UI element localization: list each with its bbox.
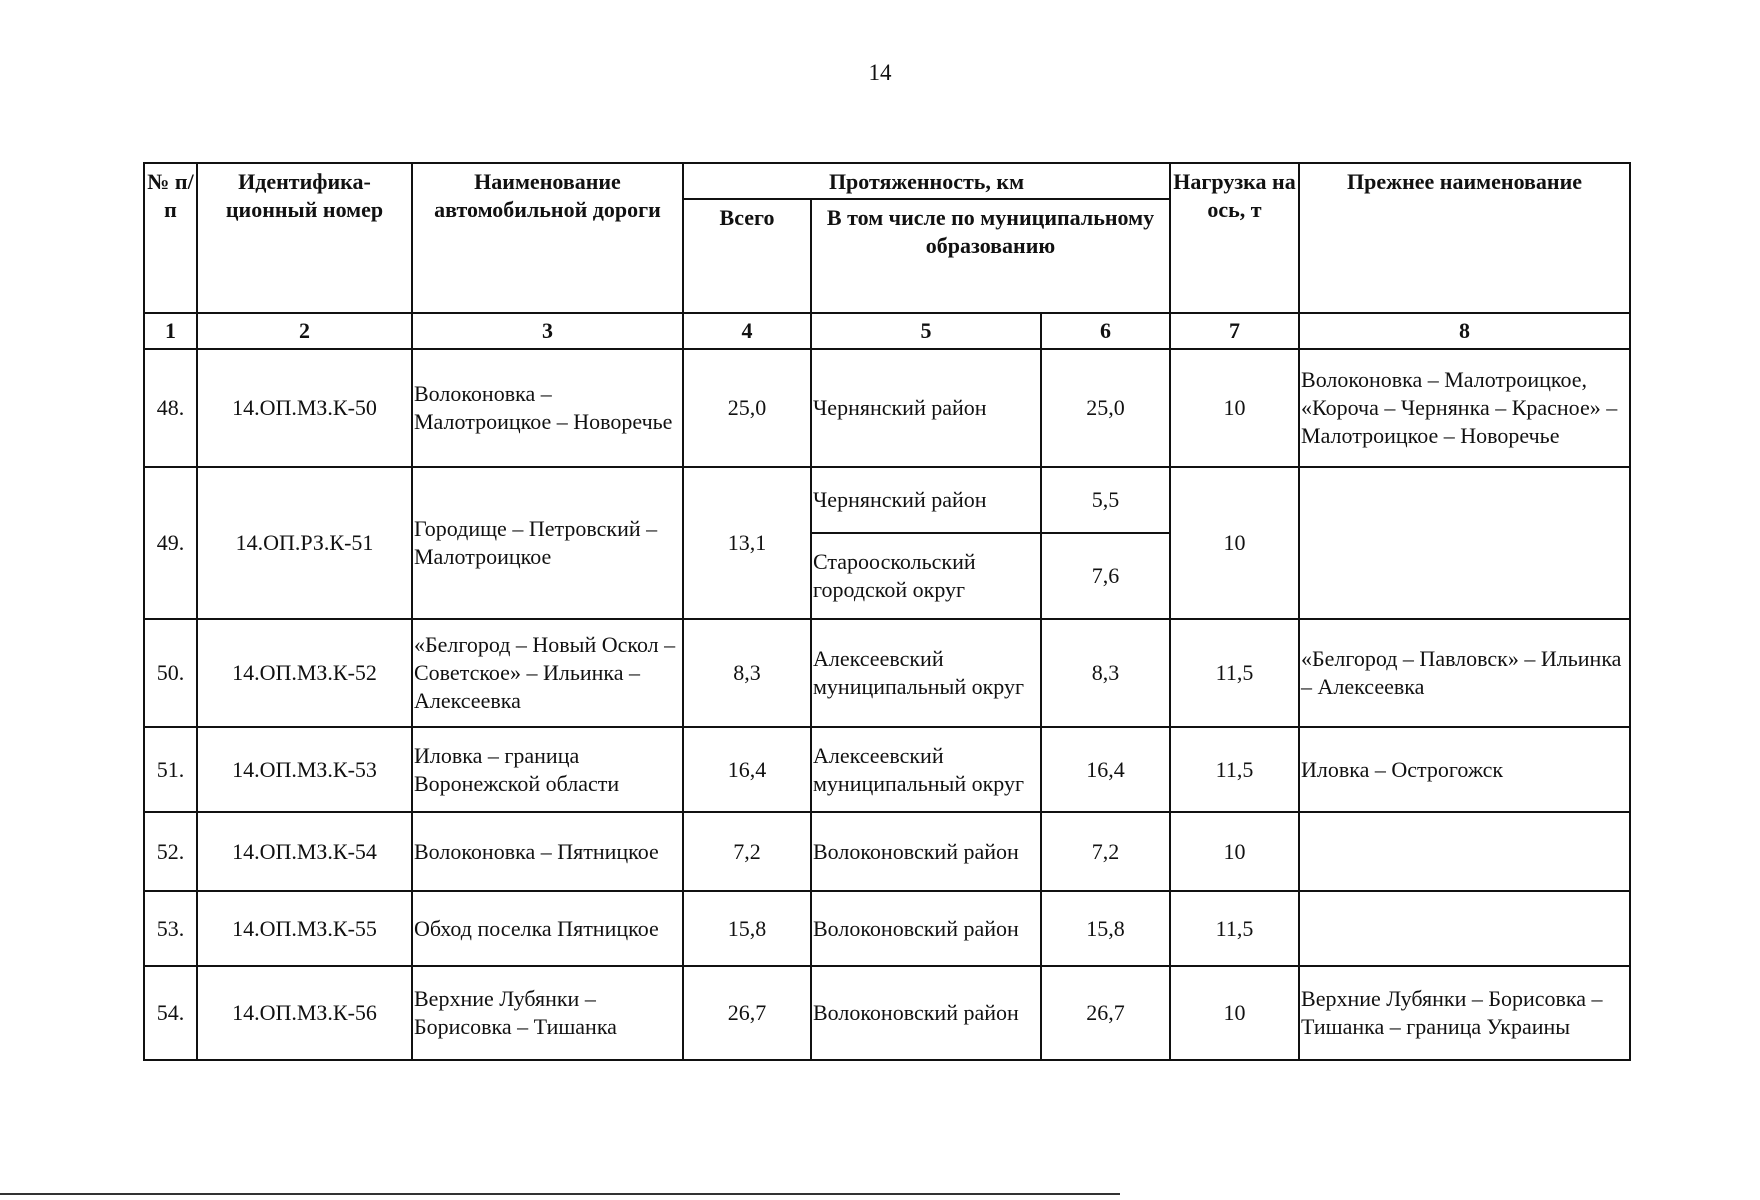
- row-municipality: Старооскольский городской округ: [811, 533, 1041, 619]
- column-number: 1: [144, 313, 197, 349]
- row-num: 49.: [144, 467, 197, 619]
- row-former-name: [1299, 812, 1630, 891]
- column-number: 3: [412, 313, 683, 349]
- column-number: 7: [1170, 313, 1299, 349]
- row-municipality-km: 26,7: [1041, 966, 1170, 1060]
- header-former: Прежнее наименование: [1299, 163, 1630, 313]
- header-total: Всего: [683, 199, 811, 313]
- row-municipality-km: 25,0: [1041, 349, 1170, 467]
- row-num: 50.: [144, 619, 197, 727]
- row-municipality-km: 16,4: [1041, 727, 1170, 812]
- table-row: [144, 467, 1630, 533]
- table-row: [144, 891, 1630, 966]
- row-axle-load: 11,5: [1170, 727, 1299, 812]
- header-num: № п/п: [144, 163, 197, 313]
- row-municipality: Чернянский район: [811, 467, 1041, 533]
- row-former-name: Верхние Лубянки – Борисовка – Тишанка – граница Украины: [1299, 966, 1630, 1060]
- row-axle-load: 11,5: [1170, 619, 1299, 727]
- header-load: Нагрузка на ось, т: [1170, 163, 1299, 313]
- row-id: 14.ОП.РЗ.К-51: [197, 467, 412, 619]
- row-former-name: [1299, 467, 1630, 619]
- table-row: [144, 812, 1630, 891]
- row-axle-load: 10: [1170, 966, 1299, 1060]
- row-municipality-km: 7,6: [1041, 533, 1170, 619]
- column-number: 6: [1041, 313, 1170, 349]
- page-number: 14: [868, 60, 892, 85]
- row-former-name: Иловка – Острогожск: [1299, 727, 1630, 812]
- row-total-km: 26,7: [683, 966, 811, 1060]
- row-municipality-km: 7,2: [1041, 812, 1170, 891]
- row-municipality: Чернянский район: [811, 349, 1041, 467]
- row-road-name: Городище – Петровский – Малотроицкое: [412, 467, 683, 619]
- row-municipality-km: 15,8: [1041, 891, 1170, 966]
- row-id: 14.ОП.МЗ.К-54: [197, 812, 412, 891]
- row-road-name: Волоконовка – Пятницкое: [412, 812, 683, 891]
- row-municipality: Алексеевский муниципальный округ: [811, 619, 1041, 727]
- row-former-name: Волоконовка – Малотроицкое, «Короча – Чернянка – Красное» – Малотроицкое – Новоречье: [1299, 349, 1630, 467]
- column-number: 5: [811, 313, 1041, 349]
- row-total-km: 8,3: [683, 619, 811, 727]
- row-former-name: «Белгород – Павловск» – Ильинка – Алексеевка: [1299, 619, 1630, 727]
- row-id: 14.ОП.МЗ.К-50: [197, 349, 412, 467]
- row-total-km: 25,0: [683, 349, 811, 467]
- row-road-name: Обход поселка Пятницкое: [412, 891, 683, 966]
- row-num: 52.: [144, 812, 197, 891]
- row-total-km: 7,2: [683, 812, 811, 891]
- header-id: Идентифика-ционный номер: [197, 163, 412, 313]
- row-road-name: Верхние Лубянки – Борисовка – Тишанка: [412, 966, 683, 1060]
- row-num: 53.: [144, 891, 197, 966]
- row-num: 54.: [144, 966, 197, 1060]
- row-axle-load: 10: [1170, 812, 1299, 891]
- table-row: [144, 619, 1630, 727]
- row-municipality-km: 8,3: [1041, 619, 1170, 727]
- scan-edge-line: [0, 1193, 1120, 1195]
- row-axle-load: 10: [1170, 349, 1299, 467]
- row-id: 14.ОП.МЗ.К-55: [197, 891, 412, 966]
- row-municipality: Волоконовский район: [811, 812, 1041, 891]
- row-total-km: 13,1: [683, 467, 811, 619]
- header-incl: В том числе по муниципальному образованию: [811, 199, 1170, 313]
- row-road-name: Волоконовка – Малотроицкое – Новоречье: [412, 349, 683, 467]
- row-former-name: [1299, 891, 1630, 966]
- row-id: 14.ОП.МЗ.К-56: [197, 966, 412, 1060]
- column-number: 2: [197, 313, 412, 349]
- row-municipality: Волоконовский район: [811, 966, 1041, 1060]
- row-num: 48.: [144, 349, 197, 467]
- header-name: Наименование автомобильной дороги: [412, 163, 683, 313]
- row-id: 14.ОП.МЗ.К-53: [197, 727, 412, 812]
- row-num: 51.: [144, 727, 197, 812]
- row-municipality-km: 5,5: [1041, 467, 1170, 533]
- row-id: 14.ОП.МЗ.К-52: [197, 619, 412, 727]
- table-row: [144, 727, 1630, 812]
- row-total-km: 16,4: [683, 727, 811, 812]
- column-numbers-row: [144, 313, 1630, 349]
- row-axle-load: 11,5: [1170, 891, 1299, 966]
- table-row: [144, 966, 1630, 1060]
- column-number: 4: [683, 313, 811, 349]
- row-road-name: «Белгород – Новый Оскол – Советское» – Ильинка – Алексеевка: [412, 619, 683, 727]
- header-length: Протяженность, км: [683, 163, 1170, 199]
- row-municipality: Волоконовский район: [811, 891, 1041, 966]
- table-row: [144, 349, 1630, 467]
- row-road-name: Иловка – граница Воронежской области: [412, 727, 683, 812]
- column-number: 8: [1299, 313, 1630, 349]
- roads-table: [143, 162, 1631, 1061]
- row-total-km: 15,8: [683, 891, 811, 966]
- row-municipality: Алексеевский муниципальный округ: [811, 727, 1041, 812]
- row-axle-load: 10: [1170, 467, 1299, 619]
